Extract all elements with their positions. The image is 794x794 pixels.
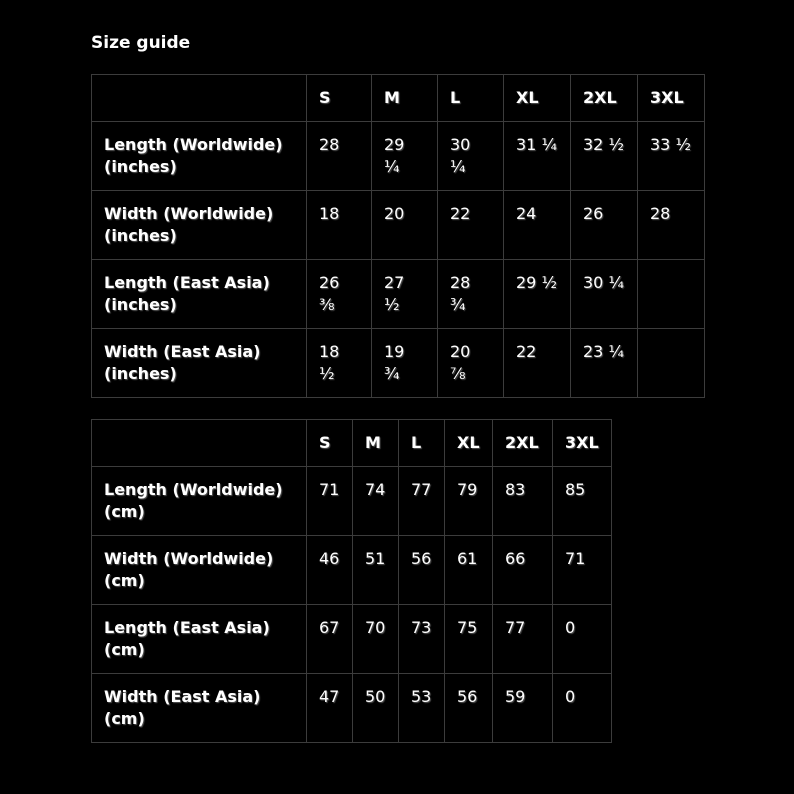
table-cell: [307, 260, 372, 329]
cell-value: 28: [450, 273, 471, 292]
row-label-line1: Length (Worldwide): [104, 135, 283, 154]
row-label-line2: (cm): [104, 709, 145, 728]
table-cell: 61: [445, 536, 493, 605]
table-cell: [504, 191, 571, 260]
row-label-line2: (cm): [104, 571, 145, 590]
header-cell-size: XL: [445, 420, 493, 467]
cell-value: 22: [450, 204, 471, 223]
header-cell-size: M: [353, 420, 399, 467]
table-cell: 77: [493, 605, 553, 674]
table-cell: 70: [353, 605, 399, 674]
cell-fraction: ⅞: [450, 364, 466, 383]
cell-value: 31 ¼: [516, 135, 557, 154]
cell-value: 30 ¼: [583, 273, 624, 292]
table-cell: 53: [399, 674, 445, 743]
row-label-line2: (inches): [104, 364, 177, 383]
table-cell: 83: [493, 467, 553, 536]
table-cell: [438, 122, 504, 191]
size-table-cm: [91, 419, 612, 743]
header-cell-size: XL: [504, 75, 571, 122]
table-row: [92, 536, 612, 605]
table-cell: 56: [445, 674, 493, 743]
table-cell: 71: [553, 536, 612, 605]
row-label-line2: (inches): [104, 157, 177, 176]
table-cell: 0: [553, 605, 612, 674]
header-cell-empty: [92, 420, 307, 467]
page-title: Size guide: [91, 33, 191, 53]
table-cell: [438, 191, 504, 260]
table-cell: 67: [307, 605, 353, 674]
row-label: [92, 467, 307, 536]
table-row: [92, 674, 612, 743]
header-cell-size: 2XL: [571, 75, 638, 122]
row-label: [92, 260, 307, 329]
header-cell-size: 3XL: [638, 75, 705, 122]
cell-value: 26: [319, 273, 340, 292]
table-cell: [504, 329, 571, 398]
table-cell: [504, 260, 571, 329]
table-cell: 56: [399, 536, 445, 605]
table-row: [92, 329, 705, 398]
table-row: [92, 122, 705, 191]
cell-value: 18: [319, 342, 340, 361]
cell-value: 27: [384, 273, 405, 292]
cell-fraction: ½: [319, 364, 335, 383]
cell-value: 28: [650, 204, 671, 223]
table-cell: 51: [353, 536, 399, 605]
cell-fraction: ¾: [450, 295, 466, 314]
row-label: [92, 674, 307, 743]
table-header-row: [92, 420, 612, 467]
row-label-line1: Length (East Asia): [104, 273, 270, 292]
table-cell: 73: [399, 605, 445, 674]
cell-fraction: ¾: [384, 364, 400, 383]
table-cell: [372, 260, 438, 329]
table-cell: 46: [307, 536, 353, 605]
header-cell-size: S: [307, 420, 353, 467]
table-cell: [307, 191, 372, 260]
row-label-line2: (inches): [104, 295, 177, 314]
size-table-inches: [91, 74, 705, 398]
cell-fraction: ¼: [384, 157, 400, 176]
cell-value: 28: [319, 135, 340, 154]
row-label-line1: Length (Worldwide): [104, 480, 283, 499]
cell-value: 19: [384, 342, 405, 361]
header-cell-size: S: [307, 75, 372, 122]
row-label-line2: (inches): [104, 226, 177, 245]
cell-fraction: ⅜: [319, 295, 335, 314]
header-cell-size: L: [438, 75, 504, 122]
table-cell: 71: [307, 467, 353, 536]
row-label: [92, 605, 307, 674]
cell-value: 20: [450, 342, 471, 361]
table-cell: [504, 122, 571, 191]
row-label: [92, 329, 307, 398]
row-label: [92, 122, 307, 191]
cell-value: 24: [516, 204, 537, 223]
row-label: [92, 191, 307, 260]
header-cell-size: 3XL: [553, 420, 612, 467]
row-label-line2: (cm): [104, 502, 145, 521]
cell-value: 29 ½: [516, 273, 557, 292]
table-cell: [571, 191, 638, 260]
cell-value: 29: [384, 135, 405, 154]
table-cell: 77: [399, 467, 445, 536]
row-label-line1: Width (East Asia): [104, 687, 261, 706]
table-cell: [438, 260, 504, 329]
cell-value: 18: [319, 204, 340, 223]
row-label-line1: Length (East Asia): [104, 618, 270, 637]
row-label-line1: Width (Worldwide): [104, 204, 274, 223]
table-cell: 74: [353, 467, 399, 536]
header-cell-size: M: [372, 75, 438, 122]
table-cell: [571, 260, 638, 329]
table-cell: [438, 329, 504, 398]
table-cell: [571, 122, 638, 191]
table-cell: 59: [493, 674, 553, 743]
table-cell: [571, 329, 638, 398]
cell-value: 32 ½: [583, 135, 624, 154]
table-row: [92, 605, 612, 674]
header-cell-size: L: [399, 420, 445, 467]
cell-value: 22: [516, 342, 537, 361]
cell-value: 26: [583, 204, 604, 223]
table-cell: 66: [493, 536, 553, 605]
table-cell: [307, 122, 372, 191]
table-cell: 0: [553, 674, 612, 743]
table-cell: [638, 329, 705, 398]
table-cell: [372, 122, 438, 191]
cell-value: 30: [450, 135, 471, 154]
table-row: [92, 260, 705, 329]
row-label-line2: (cm): [104, 640, 145, 659]
table-cell: [372, 191, 438, 260]
cell-fraction: ½: [384, 295, 400, 314]
table-cell: [638, 191, 705, 260]
header-cell-size: 2XL: [493, 420, 553, 467]
table-header-row: [92, 75, 705, 122]
table-cell: 47: [307, 674, 353, 743]
table-cell: [372, 329, 438, 398]
row-label-line1: Width (East Asia): [104, 342, 261, 361]
table-cell: [307, 329, 372, 398]
table-row: [92, 191, 705, 260]
table-cell: 50: [353, 674, 399, 743]
cell-value: 33 ½: [650, 135, 691, 154]
table-row: [92, 467, 612, 536]
table-cell: [638, 260, 705, 329]
cell-value: 20: [384, 204, 405, 223]
table-cell: 85: [553, 467, 612, 536]
table-cell: 75: [445, 605, 493, 674]
cell-value: 23 ¼: [583, 342, 624, 361]
cell-fraction: ¼: [450, 157, 466, 176]
table-cell: [638, 122, 705, 191]
table-cell: 79: [445, 467, 493, 536]
row-label-line1: Width (Worldwide): [104, 549, 274, 568]
header-cell-empty: [92, 75, 307, 122]
row-label: [92, 536, 307, 605]
